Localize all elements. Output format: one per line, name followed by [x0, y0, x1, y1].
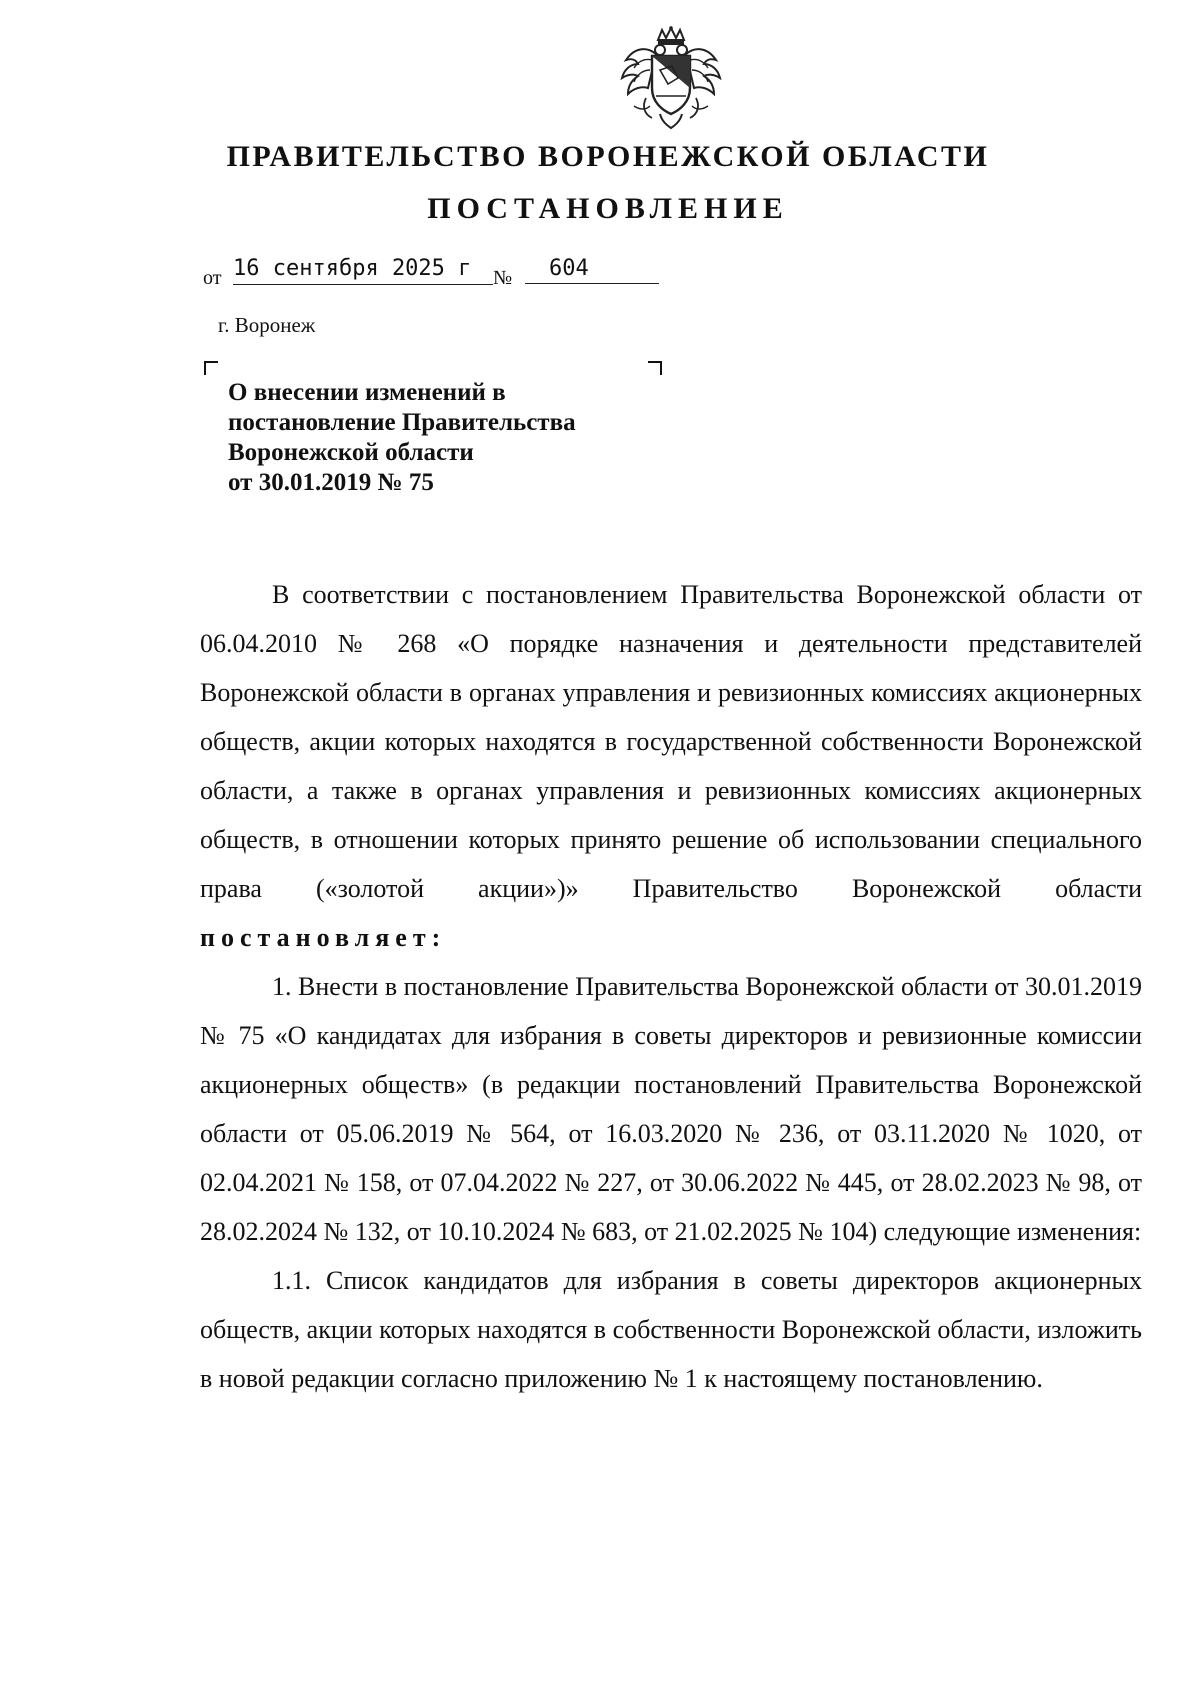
document-body — [200, 570, 1142, 1403]
item-1-paragraph: 1. Внести в постановление Правительства Воронежской области от 30.01.2019 № 75 «О кандидатах для избрания в советы директоров и ревизионные комиссии акционерных обществ» (в редакции постановлений Правительства Воронежской области от 05.06.2019 № 564, от 16.03.2020 № 236, от 03.11.2020 № 1020, от 02.04.2021 № 158, от 07.04.2022 № 227, от 30.06.2022 № 445, от 28.02.2023 № 98, от 28.02.2024 № 132, от 10.10.2024 № 683, от 21.02.2025 № 104) следующие изменения: — [200, 972, 1142, 1246]
subject-corner-mark-right — [648, 361, 662, 375]
city-line: г. Воронеж — [218, 313, 316, 337]
subject-corner-mark-left — [204, 361, 218, 375]
number-label: № — [493, 267, 513, 289]
government-title: ПРАВИТЕЛЬСТВО ВОРОНЕЖСКОЙ ОБЛАСТИ — [226, 140, 990, 173]
coat-of-arms-icon — [616, 26, 726, 130]
date-prefix: от — [203, 267, 222, 289]
item-1-1-paragraph: 1.1. Список кандидатов для избрания в советы директоров акционерных обществ, акции которых находятся в собственности Воронежской области, изложить в новой редакции согласно приложению № 1 к настоящему постановлению. — [200, 1266, 1142, 1393]
subject-line: Воронежской области — [228, 439, 474, 466]
document-date: 16 сентября 2025 г — [233, 256, 493, 285]
document-subject — [228, 378, 688, 498]
document-number: 604 — [525, 256, 659, 284]
preamble-paragraph — [200, 570, 1142, 962]
subject-line: постановление Правительства — [228, 409, 576, 436]
registration-line — [203, 256, 673, 292]
subject-line: от 30.01.2019 № 75 — [228, 469, 434, 496]
subject-line: О внесении изменений в — [228, 379, 506, 406]
document-type-title: ПОСТАНОВЛЕНИЕ — [427, 192, 789, 225]
decree-word: постановляет: — [200, 923, 447, 952]
preamble-text: В соответствии с постановлением Правительства Воронежской области от 06.04.2010 № 268 «О порядке назначения и деятельности представителей Воронежской области в органах управления и ревизионных комиссиях акционерных обществ, акции которых находятся в государственной собственности Воронежской области, а также в органах управления и ревизионных комиссиях акционерных обществ, в отношении которых принято решение об использовании специального права («золотой акции»)» Правительство Воронежской области — [200, 580, 1142, 903]
